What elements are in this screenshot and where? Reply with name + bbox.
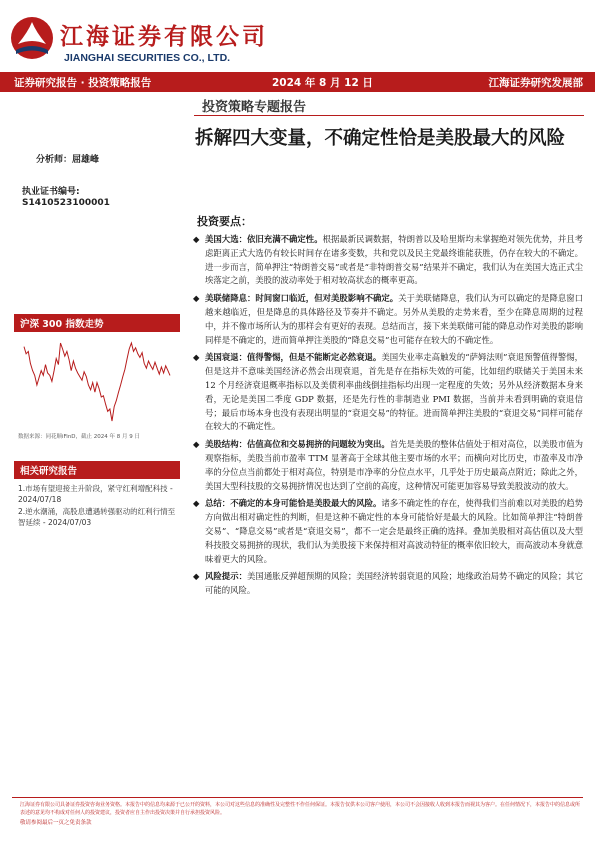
cert-label: 执业证书编号: (22, 187, 80, 197)
key-point-text: 关于美联储降息，我们认为可以确定的是降息窗口越来越临近，但是降息的具体路径及节奏并不确定。另外从美股的走势来看，至少在降息周期的过程中，并不像市场所认为的那样会有更好的表现。总结而言，接下来美联储可能的降息动作对美股的影响同样是不确定的，进而简单押注美股的“降息交易”也可能存在较大的不确定性。 (205, 293, 584, 345)
page-title: 拆解四大变量，不确定性恰是美股最大的风险 (195, 128, 566, 149)
cert-number: S1410523100001 (22, 198, 110, 208)
key-point (193, 351, 583, 434)
series-line (24, 343, 170, 421)
key-point-lead: 总结：不确定的本身可能恰是美股最大的风险。 (205, 498, 382, 509)
header-bar (0, 72, 595, 92)
footer-divider (12, 797, 583, 798)
key-point-text: 首先是美股的整体估值处于相对高位，以美股市值为观察指标，美股当前市盈率 TTM 显著高于全球其他主要市场的水平；而横向对比历史，市盈率及市净率的分位点当前都处于相对高位，特别是市净率的分位点水平，几乎处于历史最高点附近；除此之外，美国大型科技股的交易拥挤情况也达到了空前的高度，这种情况可能更加容易导致美股波动的放大。 (205, 439, 583, 491)
index-line-chart (14, 333, 180, 431)
key-point-text: 美国通胀反弹超预期的风险；美国经济转弱衰退的风险；地缘政治局势不确定的风险；其它可能的风险。 (205, 571, 584, 596)
brand-name-cn: 江海证券有限公司 (60, 23, 268, 50)
key-point-lead: 美股结构：估值高位和交易拥挤的问题较为突出。 (205, 439, 390, 450)
related-link[interactable]: 2.逆水潮涌，高股息遭遇转强驱动的红利行情至智延续 - 2024/07/03 (18, 507, 176, 527)
diamond-bullet-icon: ◆ (193, 439, 200, 450)
report-type: 投资策略专题报告 (202, 100, 307, 115)
chart-title: 沪深 300 指数走势 (20, 319, 104, 330)
related-reports (18, 483, 178, 529)
brand-name-en: JIANGHAI SECURITIES CO., LTD. (64, 52, 231, 64)
key-point-text: 根据最新民调数据，特朗普以及哈里斯均未掌握绝对领先优势，并且考虑距离正式大选仍有较长时间存在诸多变数，共和党以及民主党最终谁能获胜，仍存在较大的不确定。进一步而言，简单押注“特朗普交易”或者是“非特朗普交易”结果并不确定，我们认为在美国大选正式尘埃落定之前，美股的波动率处于相对较高状态的概率更高。 (205, 234, 583, 286)
key-point (193, 497, 583, 566)
diamond-bullet-icon: ◆ (193, 293, 200, 304)
related-header (14, 461, 180, 479)
diamond-bullet-icon: ◆ (193, 352, 200, 363)
company-logo-icon (8, 14, 56, 62)
key-point-text: 诸多不确定性的存在，使得我们当前难以对美股的趋势方向做出相对确定性的判断，但是这种不确定性的本身可能恰好是最大的风险。比如简单押注“特朗普交易”、“降息交易”或者是“衰退交易”，都不一定会是最终正确的选择。叠加美股相对高估值以及大型科技股交易拥挤的现状，我们认为美股接下来保持相对高波动特征的概率依旧较大，而高波动本身就意味着更大的风险。 (205, 498, 584, 564)
report-category: 证券研究报告 · 投资策略报告 (14, 77, 152, 89)
analyst-name: 分析师：屈雄峰 (36, 155, 100, 165)
key-points (193, 233, 583, 602)
chart-source: 数据来源：同花顺iFinD，截止 2024 年 8 月 9 日 (18, 434, 141, 440)
report-date: 2024 年 8 月 12 日 (272, 77, 373, 89)
key-point-lead: 美国大选：依旧充满不确定性。 (205, 234, 323, 244)
diamond-bullet-icon: ◆ (193, 234, 200, 244)
key-point-lead: 美国衰退：值得警惕，但是不能断定必然衰退。 (205, 352, 382, 363)
key-point (193, 292, 583, 347)
related-link[interactable]: 1.市场有望迎接主升阶段，紧守红利增配科技 - 2024/07/18 (18, 484, 173, 504)
key-point (193, 233, 583, 288)
key-point-text: 美国失业率走高触发的“萨姆法则”衰退预警值得警惕，但是这并不意味美国经济必然会出现衰退，首先是存在指标失效的可能，比如纽约联储关于美国未来 12 个月经济衰退概率指标以及美债利率曲线倒挂指标均出现一定程度的失效；另外从经济数据本身来看，无论是美国二季度 GDP 数据，还是先行性的非制造业 PMI 数据，当前并未看到明确的衰退信号；最后市场本身也没有表现出明显的“衰退交易”的特征。进而简单押注美股的“衰退交易”同样可能存在较大的不确定性。 (205, 352, 583, 432)
key-point (193, 570, 583, 598)
divider (194, 115, 584, 116)
related-title: 相关研究报告 (20, 466, 78, 477)
diamond-bullet-icon: ◆ (193, 571, 200, 582)
key-points-title: 投资要点： (197, 215, 252, 228)
disclaimer: 江海证券有限公司具备证券投资咨询业务资格。本报告中的信息均来源于已公开的资料，本公司对这些信息的准确性及完整性不作任何保证。本报告仅供本公司客户使用，本公司不会因接收人收到本报告而视其为客户。在任何情况下，本报告中的信息或所表述的意见均不构成对任何人的投资建议，投资者应自主作出投资决策并自行承担投资风险。 (20, 802, 581, 816)
footer-note: 敬请参阅最后一页之免责条款 (20, 820, 92, 826)
chart-header (14, 314, 180, 332)
key-point-lead: 风险提示： (205, 571, 248, 582)
key-point-lead: 美联储降息：时间窗口临近，但对美股影响不确定。 (205, 293, 399, 304)
department-name: 江海证券研究发展部 (488, 77, 583, 89)
key-point (193, 438, 583, 493)
diamond-bullet-icon: ◆ (193, 498, 200, 509)
